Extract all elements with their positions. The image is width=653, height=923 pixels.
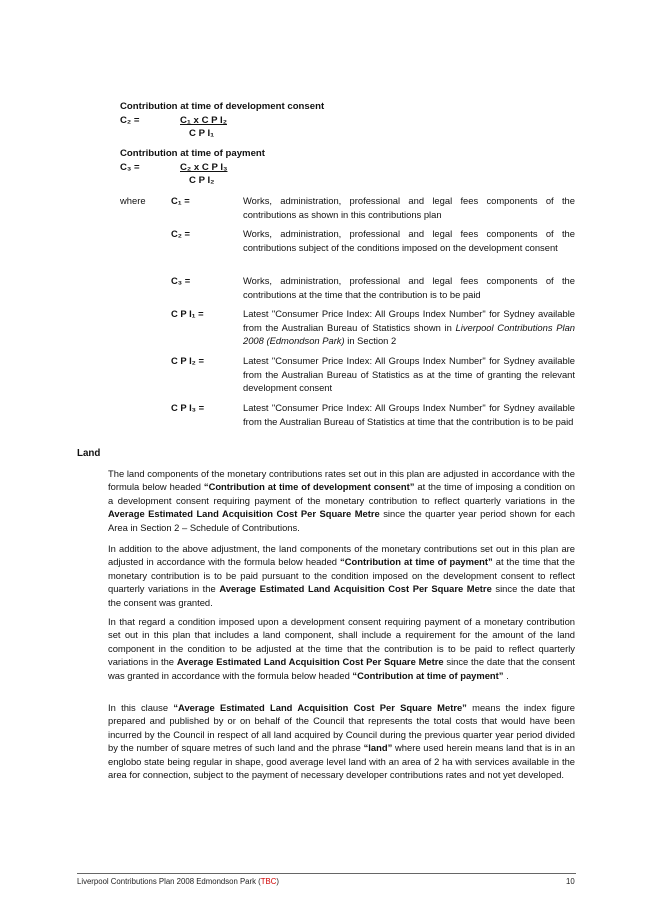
definition-text: Works, administration, professional and legal fees components of the contributions subject of the conditions imposed on the development consent bbox=[243, 228, 575, 253]
text-run-bold: “Contribution at time of payment” bbox=[340, 556, 493, 568]
text-run: where used herein means land that is in an englobo state being regular in shape, good average level land with an area of 2 ha with services available in the area for connection, subject to the payment of necessary developer contributions rates and not yet developed. bbox=[108, 742, 575, 781]
definition-term: C₃ = bbox=[171, 275, 191, 286]
text-run: In addition to the above adjustment, the land components of the monetary contributions set out in this plan are adjusted in accordance with the formula below headed bbox=[108, 543, 575, 568]
footer-title-part: ) bbox=[276, 877, 279, 886]
formula-consent-denominator: C P I₁ bbox=[189, 128, 215, 139]
definition-text: Latest "Consumer Price Index: All Groups Index Number" for Sydney available from the Australian Bureau of Statistics as at the time of granting the relevant development consent bbox=[243, 355, 575, 394]
land-paragraph-4 bbox=[108, 701, 575, 781]
text-run: since the date that the consent was granted. bbox=[108, 583, 575, 608]
definition-term: C₁ = bbox=[171, 195, 190, 206]
text-run: In this clause bbox=[108, 702, 174, 713]
text-run: since the quarter year period shown for each Area in Section 2 – Schedule of Contributions. bbox=[108, 508, 575, 533]
page-number: 10 bbox=[566, 877, 575, 886]
formula-payment-lhs: C₃ = bbox=[120, 162, 140, 173]
footer-title bbox=[77, 877, 279, 886]
definition-term: C₂ = bbox=[171, 228, 191, 239]
definition-text bbox=[243, 307, 575, 348]
text-run-bold: “Average Estimated Land Acquisition Cost Per Square Metre” bbox=[173, 702, 467, 713]
formula-consent-lhs: C₂ = bbox=[120, 115, 140, 126]
land-paragraph-1 bbox=[108, 467, 575, 534]
text-run-bold: “Contribution at time of development consent” bbox=[203, 481, 415, 493]
formula-payment-heading: Contribution at time of payment bbox=[120, 148, 265, 159]
text-run: In that regard a condition imposed upon a development consent requiring payment of a monetary contribution set out in this plan that includes a land component, shall include a requirement for the amount of the land component in the condition to be adjusted at the time that the contribution is to be paid to reflect quarterly variations in the bbox=[108, 616, 575, 668]
text-run: . bbox=[503, 669, 509, 681]
formula-consent-heading: Contribution at time of development consent bbox=[120, 101, 325, 112]
definition-text: Latest "Consumer Price Index: All Groups Index Number" for Sydney available from the Australian Bureau of Statistics at time that the contribution is to be paid bbox=[243, 402, 575, 427]
formula-payment-denominator: C P I₂ bbox=[189, 175, 215, 186]
definition-text-part: in Section 2 bbox=[344, 335, 397, 347]
definition-text: Works, administration, professional and legal fees components of the contributions as shown in this contributions plan bbox=[243, 195, 575, 220]
where-label: where bbox=[120, 195, 146, 206]
formula-payment-numerator: C₂ x C P I₃ bbox=[180, 162, 228, 173]
definition-text: Works, administration, professional and legal fees components of the contributions at the time that the contribution is to be paid bbox=[243, 275, 575, 300]
text-run: at the time that the monetary contribution is to be paid pursuant to the condition imposed on the development consent to reflect quarterly variations in the bbox=[108, 556, 576, 595]
land-paragraph-3 bbox=[108, 615, 575, 682]
land-paragraph-2 bbox=[108, 542, 575, 609]
text-run: since the date that the consent was granted in accordance with the formula below headed bbox=[108, 656, 575, 681]
footer-rule bbox=[77, 873, 576, 874]
text-run-bold: “land” bbox=[363, 742, 393, 754]
formula-consent-numerator: C₁ x C P I₂ bbox=[180, 115, 227, 126]
text-run-bold: Average Estimated Land Acquisition Cost Per Square Metre bbox=[219, 583, 492, 595]
plan-title-italic: Liverpool Contributions Plan 2008 (Edmondson Park) bbox=[243, 321, 575, 347]
definition-term: C P I₃ = bbox=[171, 402, 205, 413]
text-run: The land components of the monetary contributions rates set out in this plan are adjusted in accordance with the formula below headed bbox=[108, 468, 575, 493]
text-run-bold: Average Estimated Land Acquisition Cost Per Square Metre bbox=[108, 508, 380, 520]
footer-tbc: TBC bbox=[260, 877, 277, 886]
text-run-bold: Average Estimated Land Acquisition Cost Per Square Metre bbox=[176, 656, 444, 668]
text-run: at the time of imposing a condition on a development consent requiring payment of the monetary contribution to reflect quarterly variations in the bbox=[108, 481, 576, 506]
footer-title-part: Liverpool Contributions Plan 2008 Edmondson Park ( bbox=[77, 877, 261, 886]
text-run-bold: “Contribution at time of payment” bbox=[352, 669, 504, 681]
definition-term: C P I₂ = bbox=[171, 355, 204, 366]
definition-text-part: Latest "Consumer Price Index: All Groups Index Number" for Sydney available from the Australian Bureau of Statistics shown in bbox=[243, 308, 575, 333]
text-run: means the index figure prepared and published by or on behalf of the Council that represents the total costs that would have been incurred by the Council in respect of all land acquired by Council during the previous quarter year period divided by the number of square metres of such land and the phrase bbox=[108, 702, 575, 754]
definition-term: C P I₁ = bbox=[171, 308, 204, 319]
land-heading: Land bbox=[77, 448, 101, 459]
